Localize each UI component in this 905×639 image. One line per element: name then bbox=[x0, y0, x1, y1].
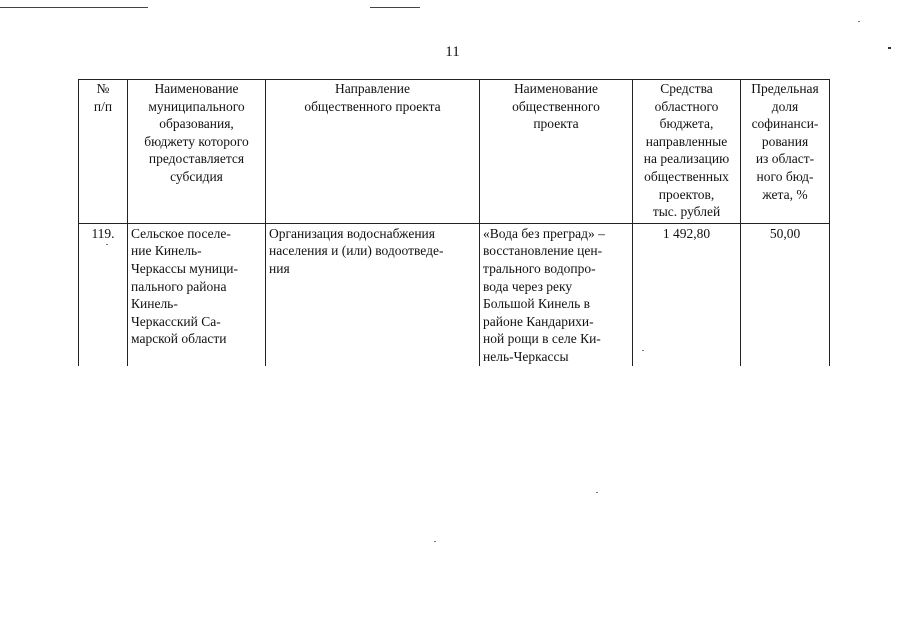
cell-municipality bbox=[128, 223, 266, 365]
header-share-text: Предельная доля софинанси- рования из област- ного бюд- жета, % bbox=[751, 81, 819, 202]
cell-municipality-text: Сельское поселе- ние Кинель- Черкассы муници- пального района Кинель- Черкасский Са- марской области bbox=[131, 225, 238, 347]
scan-line-top-middle bbox=[370, 7, 420, 8]
table-row bbox=[79, 223, 830, 365]
header-number bbox=[79, 80, 128, 224]
header-municipality bbox=[128, 80, 266, 224]
cell-funds bbox=[633, 223, 741, 365]
cell-number-text: 119. bbox=[91, 225, 115, 241]
cell-direction-text: Организация водоснабжения населения и (или) водоотведе- ния bbox=[269, 225, 444, 276]
scan-speck bbox=[434, 541, 436, 542]
header-project-name-text: Наименование общественного проекта bbox=[512, 81, 600, 132]
header-project-name bbox=[480, 80, 633, 224]
table-header-row bbox=[79, 80, 830, 224]
scan-line-top-left bbox=[0, 7, 148, 8]
header-direction bbox=[266, 80, 480, 224]
cell-project-name-text: «Вода без преград» – восстановление цен- трального водопро- вода через реку Большой Кинель в районе Кандарихи- ной рощи в селе Ки- нель-Черкассы bbox=[483, 225, 605, 364]
cell-project-name bbox=[480, 223, 633, 365]
cell-direction bbox=[266, 223, 480, 365]
scan-speck bbox=[596, 492, 598, 493]
header-funds-text: Средства областного бюджета, направленные на реализацию общественных проектов, тыс. рублей bbox=[643, 81, 730, 220]
header-share bbox=[741, 80, 830, 224]
subsidy-table bbox=[78, 79, 830, 366]
cell-number bbox=[79, 223, 128, 365]
cell-share-text: 50,00 bbox=[769, 225, 801, 241]
header-municipality-text: Наименование муниципального образования, бюджету которого предоставляется субсидия bbox=[144, 81, 249, 184]
cell-funds-text: 1 492,80 bbox=[662, 225, 711, 241]
scan-speck bbox=[858, 21, 860, 22]
header-funds bbox=[633, 80, 741, 224]
page-number: 11 bbox=[445, 44, 460, 60]
header-direction-text: Направление общественного проекта bbox=[304, 81, 441, 114]
header-number-text: № п/п bbox=[93, 81, 113, 114]
cell-share bbox=[741, 223, 830, 365]
